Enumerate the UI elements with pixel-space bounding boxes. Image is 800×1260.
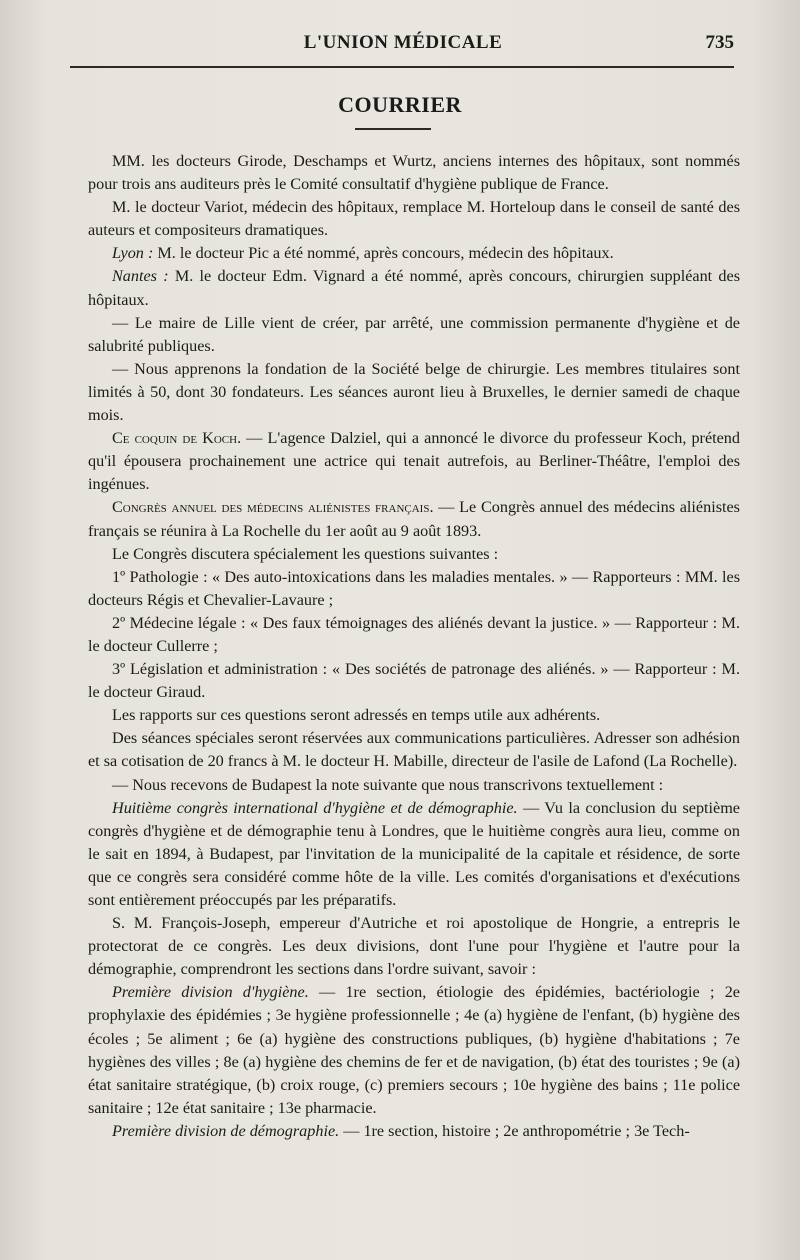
paragraph-text: — Nous recevons de Budapest la note suivante que nous transcrivons textuellement : (112, 775, 664, 794)
paragraph (88, 727, 740, 773)
paragraph-lead: Première division de démographie. (112, 1121, 340, 1140)
paragraph (88, 704, 740, 727)
paragraph-text: M. le docteur Variot, médecin des hôpitaux, remplace M. Horteloup dans le conseil de santé des auteurs et compositeurs dramatiques. (88, 198, 740, 240)
paragraph (88, 566, 740, 612)
paragraph-text: 2º Médecine légale : « Des faux témoignages des aliénés devant la justice. » — Rapporteur : M. le docteur Cullerre ; (88, 613, 740, 655)
paragraph (88, 265, 740, 311)
paragraph-text: MM. les docteurs Girode, Deschamps et Wurtz, anciens internes des hôpitaux, sont nommés pour trois ans auditeurs près le Comité consultatif d'hygiène publique de France. (88, 152, 740, 194)
paragraph-text: — L'agence Dalziel, qui a annoncé le divorce du professeur Koch, prétend qu'il épousera prochainement une actrice qui tenait autrefois, au Berliner-Théâtre, l'emploi des ingénues. (88, 429, 740, 494)
section-title: COURRIER (338, 92, 462, 117)
paragraph (88, 242, 740, 265)
paragraph-lead: Lyon : (112, 244, 154, 263)
paragraph (88, 774, 740, 797)
paragraph (88, 196, 740, 242)
paragraph-text: M. le docteur Edm. Vignard a été nommé, après concours, chirurgien suppléant des hôpitaux. (88, 267, 740, 309)
paragraph-text: — Le Congrès annuel des médecins aliénistes français se réunira à La Rochelle du 1er août au 9 août 1893. (88, 498, 740, 540)
paragraph (88, 1120, 740, 1143)
paragraph-lead: Ce coquin de Koch. (112, 429, 242, 448)
paragraph-lead: Huitième congrès international d'hygiène et de démographie. (112, 798, 518, 817)
paragraph-text: — 1re section, étiologie des épidémies, bactériologie ; 2e prophylaxie des épidémies ; 3e hygiène professionnelle ; 4e (a) hygiène de l'enfant, (b) hygiène des écoles ; 5e aliment ; 6e (a) hygiène des constructions publiques, (b) hygiène d'habitations ; 7e hygiènes des villes ; 8e (a) hygiène des chemins de fer et de navigation, (b) état des touristes ; 9e (a) état sanitaire stratégique, (b) croix rouge, (c) premiers secours ; 10e hygiène des bains ; 11e police sanitaire ; 12e état sanitaire ; 13e pharmacie. (88, 983, 740, 1117)
paragraph-text: — Vu la conclusion du septième congrès d'hygiène et de démographie tenu à Londres, que le huitième congrès aura lieu, comme on le sait en 1894, à Budapest, par l'invitation de la municipalité de la capitale et résidence, de sorte que ce congrès sera considéré comme hôte de la ville. Les comités d'organisations et d'exécutions sont entièrement préoccupés par les préparatifs. (88, 798, 740, 909)
paragraph-text: — 1re section, histoire ; 2e anthropométrie ; 3e Tech- (339, 1121, 690, 1140)
paragraph (88, 981, 740, 1120)
paragraph-lead: Congrès annuel des médecins aliénistes français. (112, 498, 434, 517)
paragraph (88, 912, 740, 981)
paragraph (88, 658, 740, 704)
paragraph-text: 1º Pathologie : « Des auto-intoxications dans les maladies mentales. » — Rapporteurs : MM. les docteurs Régis et Chevalier-Lavaure ; (88, 567, 740, 609)
paragraph (88, 312, 740, 358)
running-header (68, 32, 738, 62)
paragraph (88, 358, 740, 427)
paragraph (88, 496, 740, 542)
paragraph-text: Les rapports sur ces questions seront adressés en temps utile aux adhérents. (112, 706, 601, 725)
header-rule (70, 66, 734, 68)
paragraph (88, 612, 740, 658)
paragraph (88, 427, 740, 496)
page-number: 735 (705, 32, 734, 53)
paragraph (88, 797, 740, 912)
paragraph-text: Des séances spéciales seront réservées aux communications particulières. Adresser son adhésion et sa cotisation de 20 francs à M. le docteur H. Mabille, directeur de l'asile de Lafond (La Rochelle). (88, 729, 740, 771)
paragraph (88, 150, 740, 196)
paragraph-text: — Nous apprenons la fondation de la Société belge de chirurgie. Les membres titulaires sont limités à 50, dont 30 fondateurs. Les séances auront lieu à Bruxelles, le dernier samedi de chaque mois. (88, 359, 740, 425)
paragraph (88, 543, 740, 566)
paragraph-lead: Nantes : (112, 267, 169, 286)
journal-title: L'UNION MÉDICALE (303, 32, 503, 53)
paragraph-lead: Première division d'hygiène. (112, 983, 309, 1002)
paragraph-text: Le Congrès discutera spécialement les questions suivantes : (112, 544, 499, 563)
paragraph-text: — Le maire de Lille vient de créer, par arrêté, une commission permanente d'hygiène et de salubrité publiques. (88, 313, 740, 355)
paragraph-text: S. M. François-Joseph, empereur d'Autriche et roi apostolique de Hongrie, a entrepris le protectorat de ce congrès. Les deux divisions, dont l'une pour l'hygiène et l'autre pour la démographie, comprendront les sections dans l'ordre suivant, savoir : (88, 914, 740, 979)
paragraph-text: 3º Législation et administration : « Des sociétés de patronage des aliénés. » — Rapporteur : M. le docteur Giraud. (88, 660, 740, 702)
title-rule (355, 128, 431, 130)
paragraph-text: M. le docteur Pic a été nommé, après concours, médecin des hôpitaux. (153, 244, 614, 263)
article-body (88, 150, 740, 1143)
